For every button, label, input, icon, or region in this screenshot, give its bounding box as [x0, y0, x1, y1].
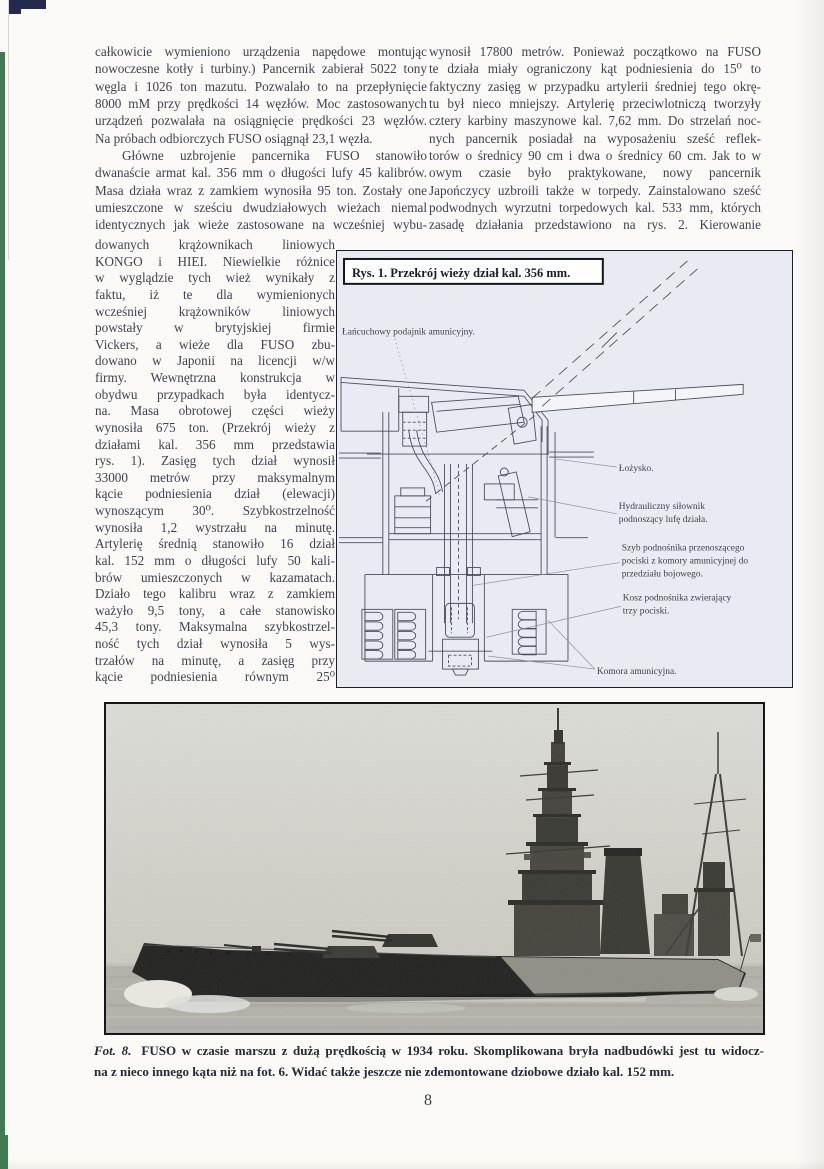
- text-line: 33000 metrów przy maksymalnym: [95, 469, 335, 485]
- text-line: Artylerię średnią stanowiło 16 dział: [95, 536, 335, 552]
- text-line: torów o średnicy 90 cm i dwa o średnicy 60 cm. Jak to w: [429, 148, 761, 164]
- text-line: wcześniej krążowników liniowych: [95, 303, 335, 319]
- text-line: działami kal. 356 mm przedstawia: [95, 436, 335, 452]
- label-chain-feeder: Łańcuchowy podajnik amunicyjny.: [342, 327, 475, 338]
- fuso-photo-illustration: [106, 704, 763, 1033]
- text-line: 8000 mM przy prędkości 14 węzłów. Moc zastosowanych: [95, 96, 427, 112]
- figure-rys1-turret-cross-section: [336, 250, 793, 688]
- label-bearing: Łożysko.: [618, 463, 654, 474]
- text-line: kącie podniesienia dział (elewacji): [95, 486, 335, 502]
- text-line: całkowicie wymieniono urządzenia napędowe montując: [95, 44, 427, 59]
- text-line: ważyło 9,5 tony, a całe stanowisko: [95, 602, 335, 618]
- text-line: dowanych krążownikach liniowych: [95, 237, 335, 252]
- scan-shadow-right: [796, 0, 824, 1169]
- text-line: Japończycy uzbroili także w torpedy. Zainstalowano sześć: [429, 182, 761, 198]
- text-line: wynosił 17800 metrów. Ponieważ początkowo na FUSO: [429, 44, 761, 59]
- page-number: 8: [424, 1092, 432, 1109]
- text-line: identycznych jak wieże zastosowane na wcześniej wybu-: [95, 217, 427, 233]
- text-line: powstały w brytyjskiej firmie: [95, 320, 335, 336]
- label-cylinder-2: podnoszący lufę działa.: [618, 514, 708, 525]
- photo-grain: [106, 704, 763, 1033]
- text-line: Działo tego kalibru wraz z zamkiem: [95, 586, 335, 602]
- label-magazine: Komora amunicyjna.: [596, 667, 677, 678]
- text-line: urządzeń pozwalała na osiągnięcie prędkości 23 węzłów.: [95, 113, 427, 129]
- text-line: na. Masa obrotowej części wieży: [95, 403, 335, 419]
- text-line: brów umieszczonych w kazamatach.: [95, 569, 335, 585]
- text-line: nowoczesne kotły i turbiny.) Pancernik zabierał 5022 tony: [95, 61, 427, 77]
- text-line: faktu, iż te dla wymienionych: [95, 286, 335, 302]
- text-line: wynoszącym 30⁰. Szybkostrzelność: [95, 503, 335, 518]
- text-line: w wyglądzie tych wież wynikały z: [95, 270, 335, 286]
- scan-edge-green: [0, 52, 5, 1169]
- label-hoist-2: pociski z komory amunicyjnej do: [621, 556, 749, 567]
- text-line: wynosiła 675 ton. (Przekrój wieży z: [95, 419, 335, 435]
- text-line: ność tych dział wynosiła 5 wys-: [95, 636, 335, 651]
- text-line: Główne uzbrojenie pancernika FUSO stanowiło: [122, 148, 427, 164]
- article-column-right-top: [429, 43, 761, 234]
- label-cage-1: Kosz podnośnika zwierający: [622, 593, 732, 604]
- scan-corner-mark: [8, 0, 46, 9]
- photo-caption: [94, 1040, 764, 1082]
- label-hoist-1: Szyb podnośnika przenoszącego: [621, 543, 745, 554]
- turret-cross-section-drawing: [337, 251, 792, 687]
- text-line: trzałów na minutę, a zasięg przy: [95, 652, 335, 668]
- label-cylinder-1: Hydrauliczny siłownik: [618, 501, 705, 512]
- scan-edge-line: [8, 0, 9, 260]
- text-line: tu był nieco mniejszy. Artylerię przeciwlotniczą tworzyły: [429, 96, 761, 112]
- text-line: wynosiła 1,2 wystrzału na minutę.: [95, 519, 335, 535]
- text-line: te działa miały ograniczony kąt podniesienia do 15⁰ to: [429, 61, 761, 77]
- text-line: faktyczny zasięg w przypadku artylerii średniej tego okrę-: [429, 78, 761, 94]
- text-line: Masa działa wraz z zamkiem wynosiła 95 ton. Zostały one: [95, 182, 427, 198]
- text-line: podwodnych wyrzutni torpedowych kal. 533 mm, których: [429, 200, 761, 216]
- figure-title: Rys. 1. Przekrój wieży dział kal. 356 mm.: [351, 265, 571, 280]
- text-line: węgla i 1026 ton mazutu. Pozwalało to na przepłynięcie: [95, 78, 427, 94]
- figure-leader-lines: [395, 339, 621, 669]
- scan-shadow-bottom: [0, 1159, 824, 1169]
- text-line: obydwu przypadkach była identycz-: [95, 386, 335, 402]
- text-line: rys. 1). Zasięg tych dział wynosił: [95, 453, 335, 469]
- photo-fuso-1934: [104, 702, 765, 1035]
- text-line: dwanaście armat kal. 356 mm o długości lufy 45 kalibrów.: [95, 165, 427, 181]
- turret-line-art: [339, 261, 743, 678]
- text-line: firmy. Wewnętrzna konstrukcja w: [95, 370, 335, 385]
- label-hoist-3: przedziału bojowego.: [621, 569, 703, 580]
- text-line: umieszczone w sześciu dwudziałowych wieżach niemal: [95, 200, 427, 216]
- text-line: owym czasie było praktykowane, nowy pancernik: [429, 165, 761, 181]
- text-line: dowano w Japonii na licencji w/w: [95, 353, 335, 369]
- text-line: zasadę działania przedstawiono na rys. 2. Kierowanie: [429, 217, 761, 233]
- text-line: Na próbach odbiorczych FUSO osiągnął 23,1 węzła.: [95, 130, 373, 146]
- text-line: cztery karbiny maszynowe kal. 7,62 mm. Do strzelań noc-: [429, 113, 761, 129]
- text-line: KONGO i HIEI. Niewielkie różnice: [95, 253, 335, 269]
- text-line: kal. 152 mm o długości lufy 50 kali-: [95, 552, 335, 568]
- caption-line1-text: FUSO w czasie marszu z dużą prędkością w 1934 roku. Skomplikowana bryła nadbudówki jest tu widocz-: [141, 1043, 764, 1058]
- label-cage-2: trzy pociski.: [622, 606, 670, 617]
- caption-line-1: [94, 1040, 764, 1061]
- text-line: nych pancernik posiadał na wyposażeniu sześć reflek-: [429, 130, 761, 146]
- text-line: Vickers, a wieże dla FUSO zbu-: [95, 336, 335, 352]
- caption-line-2: na z nieco innego kąta niż na fot. 6. Widać także jeszcze nie zdemontowane dziobowe działo kal. 152 mm.: [94, 1064, 675, 1079]
- text-line: kącie podniesienia równym 25⁰: [95, 669, 335, 685]
- article-column-left-top: [95, 43, 427, 234]
- caption-prefix: Fot. 8.: [94, 1043, 132, 1058]
- text-line: 45,3 tony. Maksymalna szybkostrzel-: [95, 619, 335, 635]
- article-column-left-narrow: [95, 237, 335, 686]
